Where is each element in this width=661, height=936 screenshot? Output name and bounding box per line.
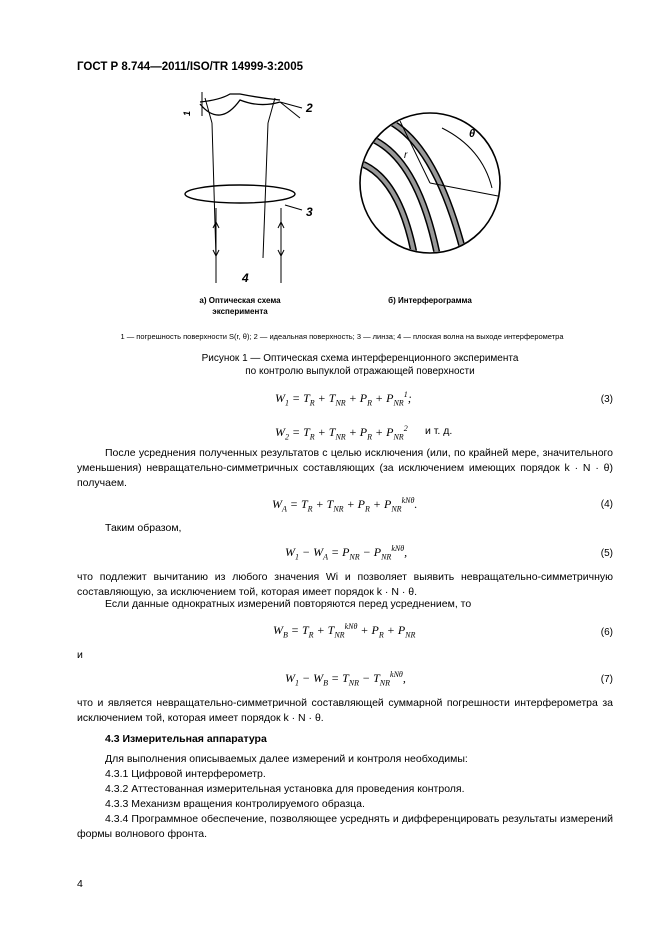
equation-6: $W_B = T_R + T_{NR}^{kN\theta} + P_R + P_{NR}$ [273, 622, 416, 640]
figure-legend: 1 — погрешность поверхности S(r, θ); 2 — идеальная поверхность; 3 — линза; 4 — плоская волна на выходе интерферометра [120, 332, 564, 341]
equation-4-number: (4) [600, 499, 613, 510]
paragraph-1: После усреднения полученных результатов с целью исключения (или, по крайней мере, значительного уменьшения) невращательно-симметричных составляющих (за исключением имеющих порядок k · N · θ) получаем. [77, 447, 613, 489]
label-3: 3 [306, 205, 313, 219]
paragraph-3: что подлежит вычитанию из любого значения Wi и позволяет выявить невращательно-симметричную составляющую, за исключением той, которая имеет порядок k · N · θ. [77, 571, 613, 598]
section-heading: 4.3 Измерительная аппаратура [105, 733, 267, 745]
caption-b: б) Интерферограмма [388, 296, 472, 305]
list-item: 4.3.4 Программное обеспечение, позволяющее усреднять и дифференцировать результаты измерений формы волнового фронта. [77, 813, 613, 840]
and-so-on: и т. д. [425, 425, 453, 437]
list-item: 4.3.2 Аттестованная измерительная установка для проведения контроля. [105, 783, 465, 795]
paragraph-4: Если данные однократных измерений повторяются перед усреднением, то [105, 598, 472, 610]
equation-4: $W_A = T_R + T_{NR} + P_R + P_{NR}^{kN\theta}$. [272, 496, 418, 514]
paragraph-5: что и является невращательно-симметричной составляющей суммарной погрешности интерферометра за исключением той, которая имеет порядок k · N · θ. [77, 697, 613, 724]
list-item: 4.3.1 Цифровой интерферометр. [105, 768, 266, 780]
interferogram [360, 113, 500, 258]
list-item: 4.3.3 Механизм вращения контролируемого образца. [105, 798, 365, 810]
and-word: и [77, 649, 83, 661]
equation-5-number: (5) [600, 548, 613, 559]
optical-scheme [185, 92, 302, 283]
label-theta: θ [469, 128, 476, 140]
label-2: 2 [306, 101, 313, 115]
label-r: r [404, 150, 408, 161]
equation-7-number: (7) [600, 674, 613, 685]
document-header: ГОСТ Р 8.744—2011/ISO/TR 14999-3:2005 [77, 61, 303, 73]
paragraph-6: Для выполнения описываемых далее измерений и контроля необходимы: [105, 753, 468, 765]
caption-a-line1: а) Оптическая схема [199, 296, 281, 305]
equation-6-number: (6) [600, 627, 613, 638]
equation-3: $W_1 = T_R + T_{NR} + P_R + P_{NR}^1$; [275, 390, 412, 408]
equation-7: $W_1 - W_B = T_{NR} - T_{NR}^{kN\theta}$, [285, 670, 406, 688]
figure-title: Рисунок 1 — Оптическая схема интерференционного эксперимента по контролю выпуклой отражающей поверхности [201, 353, 519, 377]
equation-5: $W_1 - W_A = P_{NR} - P_{NR}^{kN\theta}$, [285, 544, 408, 562]
figure [160, 88, 520, 323]
label-4: 4 [242, 271, 249, 285]
figure-drawing [160, 88, 520, 323]
label-1: 1 [182, 110, 192, 116]
equation-3b: $W_2 = T_R + T_{NR} + P_R + P_{NR}^2$ [275, 424, 408, 442]
page-number: 4 [77, 878, 83, 890]
paragraph-2: Таким образом, [105, 522, 182, 534]
caption-a-line2: эксперимента [212, 307, 268, 316]
equation-3-number: (3) [600, 394, 613, 405]
